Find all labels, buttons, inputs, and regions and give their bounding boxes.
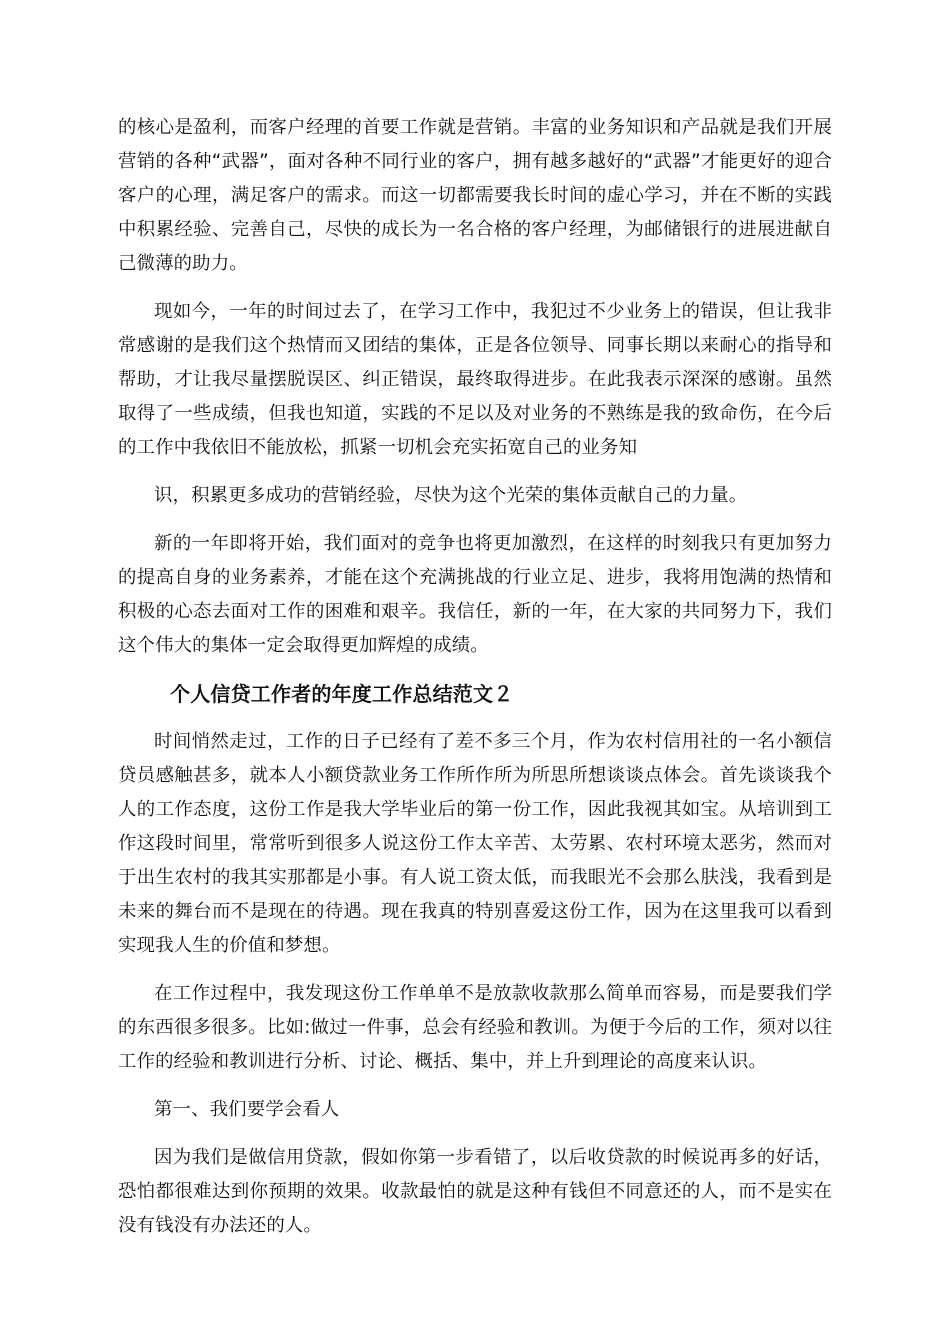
paragraph-time-passed: 时间悄然走过，工作的日子已经有了差不多三个月，作为农村信用社的一名小额信贷员感触甚多，就本人小额贷款业务工作所作所为所思所想谈谈点体会。首先谈谈我个人的工作态度，这份工作是我大学毕业后的第一份工作，因此我视其如宝。从培训到工作这段时间里，常常听到很多人说这份工作太辛苦、太劳累、农村环境太恶劣，然而对于出生农村的我其实那都是小事。有人说工资太低，而我眼光不会那么肤浅，我看到是未来的舞台而不是现在的待遇。现在我真的特别喜爱这份工作，因为在这里我可以看到实现我人生的价值和梦想。	[118, 731, 832, 956]
paragraph-continuation-core-is-profit: 的核心是盈利，而客户经理的首要工作就是营销。丰富的业务知识和产品就是我们开展营销的各种“武器”，面对各种不同行业的客户，拥有越多越好的“武器”才能更好的迎合客户的心理，满足客户的需求。而这一切都需要我长时间的虚心学习，并在不断的实践中积累经验、完善自己，尽快的成长为一名合格的客户经理，为邮储银行的进展进献自己微薄的助力。	[118, 117, 832, 274]
paragraph-accumulate-experience: 识，积累更多成功的营销经验，尽快为这个光荣的集体贡献自己的力量。	[154, 485, 748, 506]
paragraph-first-point-heading: 第一、我们要学会看人	[154, 1099, 340, 1120]
paragraph-credit-loan-reason: 因为我们是做信用贷款，假如你第一步看错了，以后收贷款的时候说再多的好话，恐怕都很难达到你预期的效果。收款最怕的就是这种有钱但不同意还的人，而不是实在没有钱没有办法还的人。	[118, 1147, 832, 1236]
document-body	[118, 111, 832, 1257]
paragraph-new-year-begins: 新的一年即将开始，我们面对的竞争也将更加激烈，在这样的时刻我只有更加努力的提高自身的业务素养，才能在这个充满挑战的行业立足、进步，我将用饱满的热情和积极的心态去面对工作的困难和艰辛。我信任，新的一年，在大家的共同努力下，我们这个伟大的集体一定会取得更加辉煌的成绩。	[118, 533, 832, 656]
paragraph-one-year-passed: 现如今，一年的时间过去了，在学习工作中，我犯过不少业务上的错误，但让我非常感谢的是我们这个热情而又团结的集体，正是各位领导、同事长期以来耐心的指导和帮助，才让我尽量摆脱误区、纠正错误，最终取得进步。在此我表示深深的感谢。虽然取得了一些成绩，但我也知道，实践的不足以及对业务的不熟练是我的致命伤，在今后的工作中我依旧不能放松，抓紧一切机会充实拓宽自己的业务知	[118, 301, 832, 458]
paragraph-work-process: 在工作过程中，我发现这份工作单单不是放款收款那么简单而容易，而是要我们学的东西很多很多。比如:做过一件事，总会有经验和教训。为便于今后的工作，须对以往工作的经验和教训进行分析、讨论、概括、集中，并上升到理论的高度来认识。	[118, 983, 832, 1072]
section-heading: 个人信贷工作者的年度工作总结范文２	[170, 682, 514, 706]
